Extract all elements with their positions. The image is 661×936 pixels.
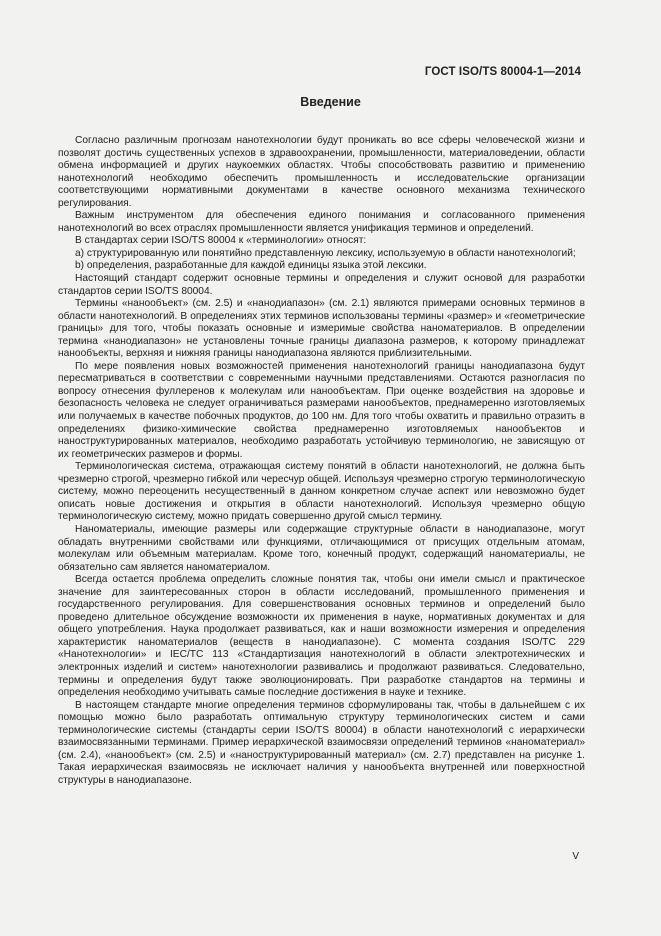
paragraph: Согласно различным прогнозам нанотехнологии будут проникать во все сферы человеческой жизни и позволят достичь существенных успехов в здравоохранении, промышленности, материаловедении, области обмена информацией и других наукоемких областях. Чтобы способствовать развитию и применению нанотехнологий необходимо обеспечить промышленность и исследовательские организации соответствующими нормативными документами в качестве основного механизма технического регулирования. [58,135,585,209]
paragraph: Всегда остается проблема определить сложные понятия так, чтобы они имели смысл и практическое значение для заинтересованных сторон в области исследований, промышленного применения и государственного регулирования. Для совершенствования основных терминов и определений было проведено длительное обсуждение возможности их применения в науке, нормативных документах и для общего употребления. Наука продолжает развиваться, как и наши возможности измерения и определения характеристик наноматериалов (веществ в нанодиапазоне). С момента создания ISO/TC 229 «Нанотехнологии» и IEC/TC 113 «Стандартизация нанотехнологий в области электротехнических и электронных изделий и систем» нанотехнологии развивались и продолжают развиваться. Следовательно, термины и определения будут также эволюционировать. При разработке стандартов на термины и определения необходимо учитывать самые последние достижения в науке и технике. [58,574,585,699]
paragraph: Терминологическая система, отражающая систему понятий в области нанотехнологий, не должна быть чрезмерно строгой, чрезмерно гибкой или чересчур общей. Используя чрезмерно строгую терминологическую систему, можно переоценить несущественный в данном конкретном случае аспект или невозможно будет описать новые достижения и открытия в области нанотехнологий. Используя чрезмерно общую терминологическую систему, можно придать совершенно другой смысл термину. [58,461,585,523]
list-item: a) структурированную или понятийно представленную лексику, используемую в области нанотехнологий; [75,247,576,259]
paragraph: Термины «нанообъект» (см. 2.5) и «нанодиапазон» (см. 2.1) являются примерами основных терминов в области нанотехнологий. В определениях этих терминов использованы термины «размер» и «геометрические границы» для того, чтобы показать основные и измеримые свойства наноматериалов. В определении термина «нанодиапазон» не установлены точные границы диапазона размеров, к которому принадлежат нанообъекты, верхняя и нижняя границы нанодиапазона являются приблизительными. [58,298,585,360]
paragraph: Наноматериалы, имеющие размеры или содержащие структурные области в нанодиапазоне, могут обладать внутренними свойствами или функциями, отличающимися от присущих отдельным атомам, молекулам или объемным материалам. Кроме того, конечный продукт, содержащий наноматериалы, не обязательно сам является наноматериалом. [58,523,585,573]
document-header: ГОСТ ISO/TS 80004-1—2014 [424,66,581,78]
paragraph: В настоящем стандарте многие определения терминов сформулированы так, чтобы в дальнейшем с их помощью можно было разработать оптимальную структуру терминологических систем и сами терминологические системы (стандарты серии ISO/TS 80004) в области нанотехнологий с иерархически взаимосвязанными терминами. Пример иерархической взаимосвязи определений терминов «наноматериал» (см. 2.4), «нанообъект» (см. 2.5) и «наноструктурированный материал» (см. 2.7) представлен на рисунке 1. Такая иерархическая взаимосвязь не исключает наличия у нанообъекта внутренней или поверхностной структуры в нанодиапазоне. [58,699,585,786]
paragraph: По мере появления новых возможностей применения нанотехнологий границы нанодиапазона будут пересматриваться в соответствии с современными научными представлениями. Остаются разногласия по вопросу отнесения фуллеренов к молекулам или нанообъектам. При оценке воздействия на здоровье и безопасность человека не следует ограничиваться размерами нанообъектов, преднамеренно изготовляемых или получаемых в качестве побочных продуктов, до 100 нм. Для того чтобы охватить и правильно отразить в определениях физико-химические свойства преднамеренно изготовляемых нанообъектов и наноструктурированных материалов, необходимо разработать устойчивую терминологию, не зависящую от их геометрических размеров и формы. [58,360,585,460]
list-item: b) определения, разработанные для каждой единицы языка этой лексики. [75,260,427,272]
page-number: V [572,851,579,862]
paragraph: В стандартах серии ISO/TS 80004 к «терминологии» относят: [75,235,367,247]
page-title: Введение [300,95,361,109]
paragraph: Важным инструментом для обеспечения единого понимания и согласованного применения нанотехнологий во всех отраслях промышленности является унификация терминов и определений. [58,210,585,234]
paragraph: Настоящий стандарт содержит основные термины и определения и служит основой для разработки стандартов серии ISO/TS 80004. [58,273,585,297]
body-text [58,135,585,787]
